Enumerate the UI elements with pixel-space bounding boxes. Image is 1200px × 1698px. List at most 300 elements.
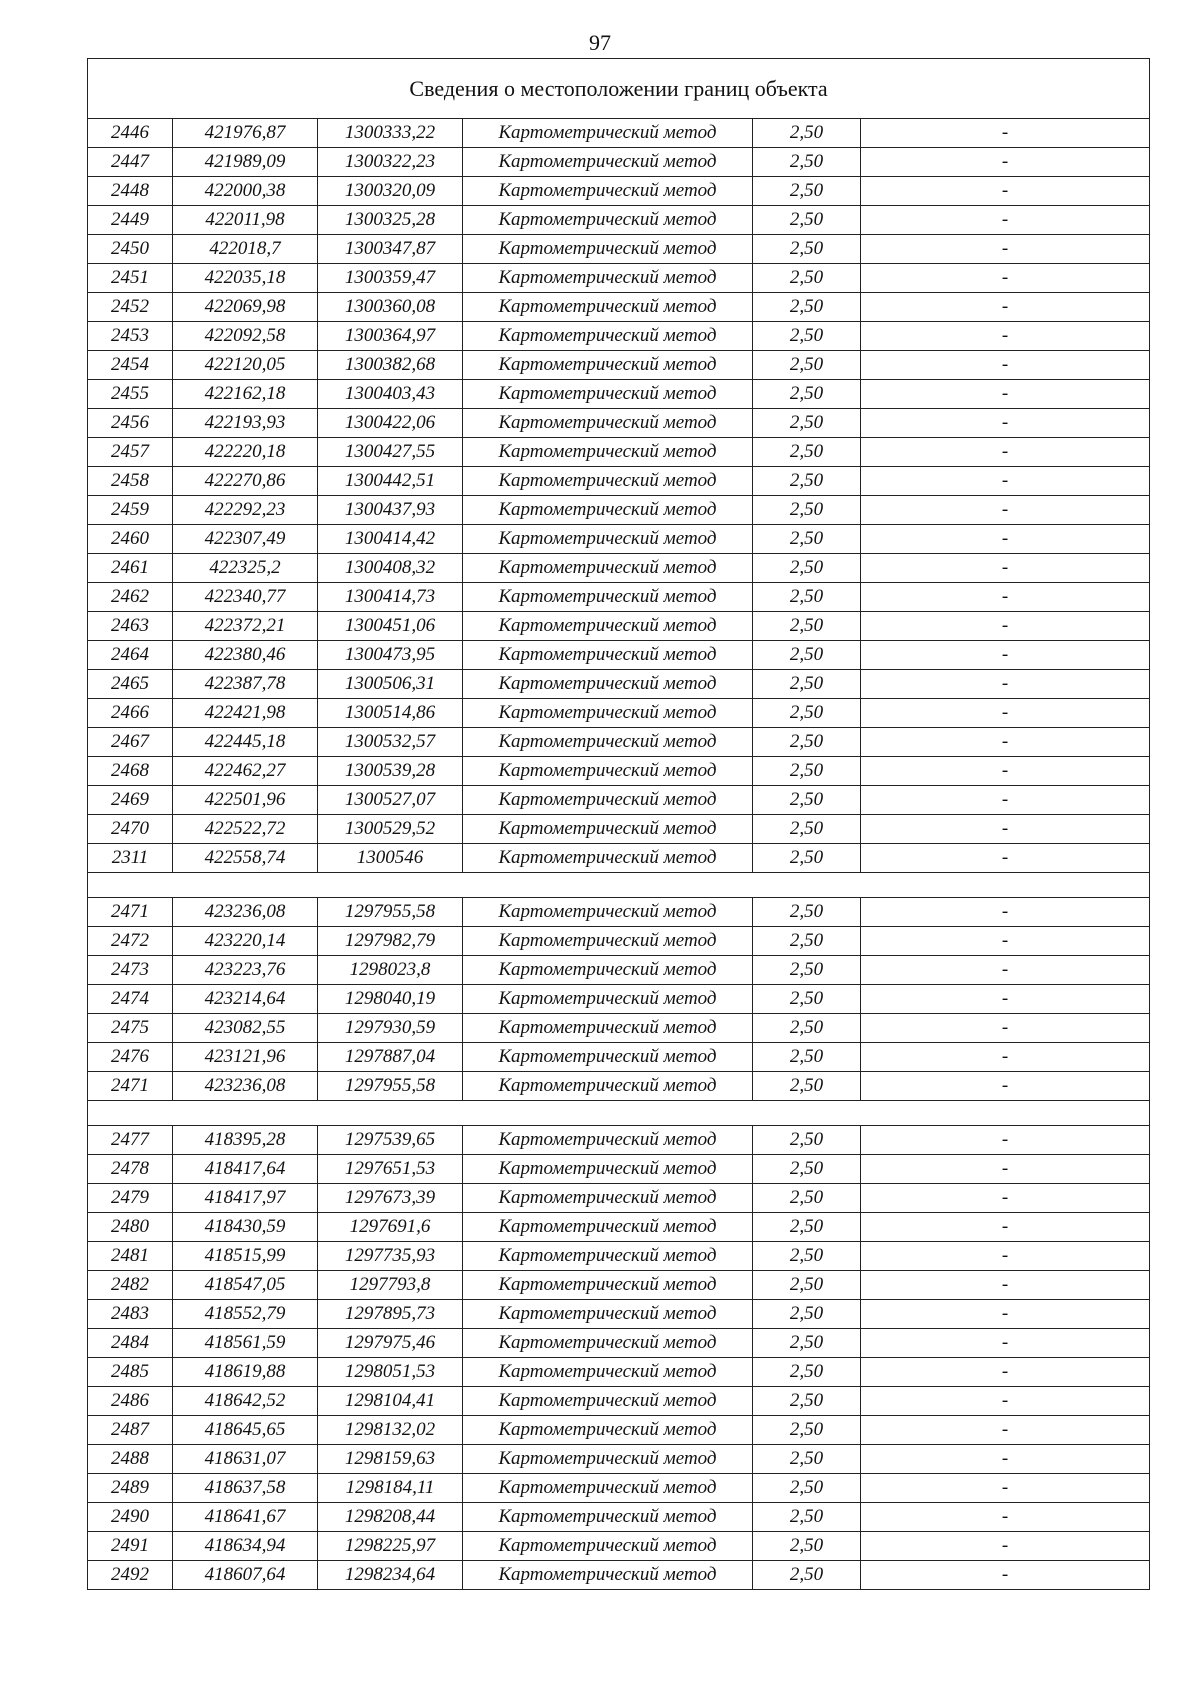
description-cell: -: [861, 1155, 1150, 1184]
x-coordinate-cell: 418547,05: [173, 1271, 318, 1300]
description-cell: -: [861, 1184, 1150, 1213]
point-number-cell: 2459: [88, 496, 173, 525]
y-coordinate-cell: 1300451,06: [318, 612, 463, 641]
description-cell: -: [861, 496, 1150, 525]
point-number-cell: 2489: [88, 1474, 173, 1503]
description-cell: -: [861, 438, 1150, 467]
description-cell: -: [861, 148, 1150, 177]
table-row: [88, 1358, 1150, 1387]
point-number-cell: 2463: [88, 612, 173, 641]
method-cell: Картометрический метод: [463, 1416, 753, 1445]
method-cell: Картометрический метод: [463, 1213, 753, 1242]
accuracy-cell: 2,50: [753, 641, 861, 670]
point-number-cell: 2492: [88, 1561, 173, 1590]
table-row: [88, 1072, 1150, 1101]
y-coordinate-cell: 1297651,53: [318, 1155, 463, 1184]
method-cell: Картометрический метод: [463, 1503, 753, 1532]
y-coordinate-cell: 1300364,97: [318, 322, 463, 351]
contour-separator-row: [88, 873, 1150, 898]
point-number-cell: 2467: [88, 728, 173, 757]
accuracy-cell: 2,50: [753, 815, 861, 844]
table-row: [88, 467, 1150, 496]
table-row: [88, 206, 1150, 235]
table-row: [88, 322, 1150, 351]
point-number-cell: 2482: [88, 1271, 173, 1300]
method-cell: Картометрический метод: [463, 728, 753, 757]
y-coordinate-cell: 1300414,42: [318, 525, 463, 554]
x-coordinate-cell: 423223,76: [173, 956, 318, 985]
accuracy-cell: 2,50: [753, 956, 861, 985]
accuracy-cell: 2,50: [753, 1358, 861, 1387]
y-coordinate-cell: 1298023,8: [318, 956, 463, 985]
accuracy-cell: 2,50: [753, 1561, 861, 1590]
method-cell: Картометрический метод: [463, 1126, 753, 1155]
method-cell: Картометрический метод: [463, 554, 753, 583]
x-coordinate-cell: 422462,27: [173, 757, 318, 786]
table-row: [88, 612, 1150, 641]
x-coordinate-cell: 422035,18: [173, 264, 318, 293]
table-row: [88, 1271, 1150, 1300]
y-coordinate-cell: 1298234,64: [318, 1561, 463, 1590]
method-cell: Картометрический метод: [463, 1014, 753, 1043]
method-cell: Картометрический метод: [463, 1242, 753, 1271]
y-coordinate-cell: 1300333,22: [318, 119, 463, 148]
point-number-cell: 2464: [88, 641, 173, 670]
description-cell: -: [861, 1126, 1150, 1155]
y-coordinate-cell: 1300382,68: [318, 351, 463, 380]
y-coordinate-cell: 1300360,08: [318, 293, 463, 322]
y-coordinate-cell: 1300473,95: [318, 641, 463, 670]
x-coordinate-cell: 422018,7: [173, 235, 318, 264]
point-number-cell: 2471: [88, 898, 173, 927]
point-number-cell: 2468: [88, 757, 173, 786]
point-number-cell: 2460: [88, 525, 173, 554]
table-row: [88, 1561, 1150, 1590]
table-row: [88, 1532, 1150, 1561]
table-row: [88, 235, 1150, 264]
y-coordinate-cell: 1300347,87: [318, 235, 463, 264]
point-number-cell: 2491: [88, 1532, 173, 1561]
description-cell: -: [861, 293, 1150, 322]
description-cell: -: [861, 927, 1150, 956]
accuracy-cell: 2,50: [753, 1271, 861, 1300]
y-coordinate-cell: 1298104,41: [318, 1387, 463, 1416]
method-cell: Картометрический метод: [463, 264, 753, 293]
accuracy-cell: 2,50: [753, 1072, 861, 1101]
description-cell: -: [861, 409, 1150, 438]
y-coordinate-cell: 1300546: [318, 844, 463, 873]
table-row: [88, 757, 1150, 786]
y-coordinate-cell: 1297691,6: [318, 1213, 463, 1242]
table-title: Сведения о местоположении границ объекта: [88, 59, 1150, 119]
accuracy-cell: 2,50: [753, 786, 861, 815]
x-coordinate-cell: 422092,58: [173, 322, 318, 351]
method-cell: Картометрический метод: [463, 206, 753, 235]
accuracy-cell: 2,50: [753, 177, 861, 206]
y-coordinate-cell: 1300539,28: [318, 757, 463, 786]
accuracy-cell: 2,50: [753, 844, 861, 873]
description-cell: -: [861, 1358, 1150, 1387]
x-coordinate-cell: 423236,08: [173, 1072, 318, 1101]
method-cell: Картометрический метод: [463, 525, 753, 554]
y-coordinate-cell: 1298208,44: [318, 1503, 463, 1532]
table-row: [88, 438, 1150, 467]
table-row: [88, 927, 1150, 956]
method-cell: Картометрический метод: [463, 380, 753, 409]
method-cell: Картометрический метод: [463, 496, 753, 525]
y-coordinate-cell: 1297955,58: [318, 898, 463, 927]
point-number-cell: 2477: [88, 1126, 173, 1155]
table-row: [88, 1329, 1150, 1358]
description-cell: -: [861, 119, 1150, 148]
y-coordinate-cell: 1297735,93: [318, 1242, 463, 1271]
method-cell: Картометрический метод: [463, 1271, 753, 1300]
accuracy-cell: 2,50: [753, 264, 861, 293]
description-cell: -: [861, 898, 1150, 927]
x-coordinate-cell: 418607,64: [173, 1561, 318, 1590]
method-cell: Картометрический метод: [463, 844, 753, 873]
contour-separator-cell: [88, 1101, 1150, 1126]
description-cell: -: [861, 1503, 1150, 1532]
method-cell: Картометрический метод: [463, 1043, 753, 1072]
table-row: [88, 1474, 1150, 1503]
x-coordinate-cell: 422120,05: [173, 351, 318, 380]
y-coordinate-cell: 1300320,09: [318, 177, 463, 206]
point-number-cell: 2471: [88, 1072, 173, 1101]
method-cell: Картометрический метод: [463, 757, 753, 786]
accuracy-cell: 2,50: [753, 438, 861, 467]
x-coordinate-cell: 423082,55: [173, 1014, 318, 1043]
point-number-cell: 2480: [88, 1213, 173, 1242]
table-row: [88, 1043, 1150, 1072]
x-coordinate-cell: 418637,58: [173, 1474, 318, 1503]
description-cell: -: [861, 1213, 1150, 1242]
description-cell: -: [861, 351, 1150, 380]
page-number: 97: [589, 30, 611, 55]
x-coordinate-cell: 418634,94: [173, 1532, 318, 1561]
y-coordinate-cell: 1300529,52: [318, 815, 463, 844]
y-coordinate-cell: 1297887,04: [318, 1043, 463, 1072]
y-coordinate-cell: 1297673,39: [318, 1184, 463, 1213]
y-coordinate-cell: 1298132,02: [318, 1416, 463, 1445]
x-coordinate-cell: 422193,93: [173, 409, 318, 438]
accuracy-cell: 2,50: [753, 699, 861, 728]
accuracy-cell: 2,50: [753, 322, 861, 351]
x-coordinate-cell: 418645,65: [173, 1416, 318, 1445]
table-row: [88, 1184, 1150, 1213]
x-coordinate-cell: 421989,09: [173, 148, 318, 177]
x-coordinate-cell: 422069,98: [173, 293, 318, 322]
table-row: [88, 1416, 1150, 1445]
description-cell: -: [861, 380, 1150, 409]
accuracy-cell: 2,50: [753, 728, 861, 757]
point-number-cell: 2458: [88, 467, 173, 496]
accuracy-cell: 2,50: [753, 1184, 861, 1213]
x-coordinate-cell: 418619,88: [173, 1358, 318, 1387]
point-number-cell: 2487: [88, 1416, 173, 1445]
x-coordinate-cell: 422011,98: [173, 206, 318, 235]
x-coordinate-cell: 422522,72: [173, 815, 318, 844]
table-row: [88, 583, 1150, 612]
method-cell: Картометрический метод: [463, 351, 753, 380]
accuracy-cell: 2,50: [753, 235, 861, 264]
x-coordinate-cell: 418642,52: [173, 1387, 318, 1416]
point-number-cell: 2479: [88, 1184, 173, 1213]
method-cell: Картометрический метод: [463, 119, 753, 148]
description-cell: -: [861, 1271, 1150, 1300]
x-coordinate-cell: 422421,98: [173, 699, 318, 728]
description-cell: -: [861, 1445, 1150, 1474]
point-number-cell: 2481: [88, 1242, 173, 1271]
accuracy-cell: 2,50: [753, 1503, 861, 1532]
y-coordinate-cell: 1297793,8: [318, 1271, 463, 1300]
accuracy-cell: 2,50: [753, 1474, 861, 1503]
table-row: [88, 1300, 1150, 1329]
x-coordinate-cell: 418552,79: [173, 1300, 318, 1329]
method-cell: Картометрический метод: [463, 1474, 753, 1503]
method-cell: Картометрический метод: [463, 1155, 753, 1184]
method-cell: Картометрический метод: [463, 1532, 753, 1561]
y-coordinate-cell: 1300359,47: [318, 264, 463, 293]
table-body: [88, 59, 1150, 1590]
accuracy-cell: 2,50: [753, 293, 861, 322]
point-number-cell: 2470: [88, 815, 173, 844]
point-number-cell: 2454: [88, 351, 173, 380]
point-number-cell: 2447: [88, 148, 173, 177]
description-cell: -: [861, 1300, 1150, 1329]
table-row: [88, 815, 1150, 844]
description-cell: -: [861, 177, 1150, 206]
accuracy-cell: 2,50: [753, 351, 861, 380]
point-number-cell: 2484: [88, 1329, 173, 1358]
description-cell: -: [861, 1329, 1150, 1358]
y-coordinate-cell: 1298184,11: [318, 1474, 463, 1503]
y-coordinate-cell: 1300322,23: [318, 148, 463, 177]
description-cell: -: [861, 1043, 1150, 1072]
x-coordinate-cell: 423121,96: [173, 1043, 318, 1072]
y-coordinate-cell: 1297930,59: [318, 1014, 463, 1043]
point-number-cell: 2457: [88, 438, 173, 467]
y-coordinate-cell: 1297982,79: [318, 927, 463, 956]
description-cell: -: [861, 264, 1150, 293]
method-cell: Картометрический метод: [463, 148, 753, 177]
contour-separator-row: [88, 1101, 1150, 1126]
x-coordinate-cell: 418641,67: [173, 1503, 318, 1532]
table-row: [88, 699, 1150, 728]
description-cell: -: [861, 525, 1150, 554]
method-cell: Картометрический метод: [463, 898, 753, 927]
description-cell: -: [861, 815, 1150, 844]
point-number-cell: 2490: [88, 1503, 173, 1532]
table-row: [88, 177, 1150, 206]
point-number-cell: 2461: [88, 554, 173, 583]
table-row: [88, 985, 1150, 1014]
accuracy-cell: 2,50: [753, 1416, 861, 1445]
x-coordinate-cell: 422000,38: [173, 177, 318, 206]
point-number-cell: 2473: [88, 956, 173, 985]
y-coordinate-cell: 1300442,51: [318, 467, 463, 496]
x-coordinate-cell: 422220,18: [173, 438, 318, 467]
description-cell: -: [861, 641, 1150, 670]
point-number-cell: 2483: [88, 1300, 173, 1329]
accuracy-cell: 2,50: [753, 1043, 861, 1072]
accuracy-cell: 2,50: [753, 1387, 861, 1416]
x-coordinate-cell: 422292,23: [173, 496, 318, 525]
table-row: [88, 1445, 1150, 1474]
point-number-cell: 2451: [88, 264, 173, 293]
description-cell: -: [861, 985, 1150, 1014]
table-row: [88, 1503, 1150, 1532]
point-number-cell: 2456: [88, 409, 173, 438]
table-row: [88, 380, 1150, 409]
description-cell: -: [861, 235, 1150, 264]
y-coordinate-cell: 1300408,32: [318, 554, 463, 583]
method-cell: Картометрический метод: [463, 1184, 753, 1213]
description-cell: -: [861, 956, 1150, 985]
point-number-cell: 2452: [88, 293, 173, 322]
table-row: [88, 525, 1150, 554]
point-number-cell: 2472: [88, 927, 173, 956]
description-cell: -: [861, 1416, 1150, 1445]
x-coordinate-cell: 418561,59: [173, 1329, 318, 1358]
table-row: [88, 409, 1150, 438]
y-coordinate-cell: 1300506,31: [318, 670, 463, 699]
point-number-cell: 2476: [88, 1043, 173, 1072]
title-row: [88, 59, 1150, 119]
y-coordinate-cell: 1300403,43: [318, 380, 463, 409]
y-coordinate-cell: 1300325,28: [318, 206, 463, 235]
accuracy-cell: 2,50: [753, 1329, 861, 1358]
table-row: [88, 1242, 1150, 1271]
y-coordinate-cell: 1300514,86: [318, 699, 463, 728]
x-coordinate-cell: 423220,14: [173, 927, 318, 956]
table-row: [88, 1155, 1150, 1184]
y-coordinate-cell: 1300427,55: [318, 438, 463, 467]
point-number-cell: 2466: [88, 699, 173, 728]
method-cell: Картометрический метод: [463, 177, 753, 206]
method-cell: Картометрический метод: [463, 1329, 753, 1358]
accuracy-cell: 2,50: [753, 148, 861, 177]
point-number-cell: 2453: [88, 322, 173, 351]
point-number-cell: 2488: [88, 1445, 173, 1474]
table-row: [88, 264, 1150, 293]
point-number-cell: 2478: [88, 1155, 173, 1184]
table-row: [88, 496, 1150, 525]
y-coordinate-cell: 1300437,93: [318, 496, 463, 525]
table-row: [88, 148, 1150, 177]
accuracy-cell: 2,50: [753, 1242, 861, 1271]
table-row: [88, 898, 1150, 927]
accuracy-cell: 2,50: [753, 612, 861, 641]
description-cell: -: [861, 467, 1150, 496]
table-row: [88, 670, 1150, 699]
accuracy-cell: 2,50: [753, 119, 861, 148]
point-number-cell: 2311: [88, 844, 173, 873]
y-coordinate-cell: 1298159,63: [318, 1445, 463, 1474]
table-row: [88, 956, 1150, 985]
point-number-cell: 2485: [88, 1358, 173, 1387]
x-coordinate-cell: 422270,86: [173, 467, 318, 496]
x-coordinate-cell: 421976,87: [173, 119, 318, 148]
point-number-cell: 2462: [88, 583, 173, 612]
accuracy-cell: 2,50: [753, 898, 861, 927]
y-coordinate-cell: 1300527,07: [318, 786, 463, 815]
description-cell: -: [861, 786, 1150, 815]
accuracy-cell: 2,50: [753, 757, 861, 786]
table-row: [88, 293, 1150, 322]
table-row: [88, 554, 1150, 583]
accuracy-cell: 2,50: [753, 1532, 861, 1561]
accuracy-cell: 2,50: [753, 496, 861, 525]
description-cell: -: [861, 1474, 1150, 1503]
accuracy-cell: 2,50: [753, 467, 861, 496]
method-cell: Картометрический метод: [463, 1300, 753, 1329]
boundary-table: [87, 58, 1150, 1590]
x-coordinate-cell: 422387,78: [173, 670, 318, 699]
description-cell: -: [861, 757, 1150, 786]
y-coordinate-cell: 1300422,06: [318, 409, 463, 438]
y-coordinate-cell: 1297975,46: [318, 1329, 463, 1358]
x-coordinate-cell: 418430,59: [173, 1213, 318, 1242]
accuracy-cell: 2,50: [753, 1155, 861, 1184]
point-number-cell: 2474: [88, 985, 173, 1014]
description-cell: -: [861, 554, 1150, 583]
method-cell: Картометрический метод: [463, 438, 753, 467]
table-row: [88, 351, 1150, 380]
point-number-cell: 2446: [88, 119, 173, 148]
accuracy-cell: 2,50: [753, 985, 861, 1014]
description-cell: -: [861, 206, 1150, 235]
description-cell: -: [861, 1532, 1150, 1561]
method-cell: Картометрический метод: [463, 1561, 753, 1590]
accuracy-cell: 2,50: [753, 1213, 861, 1242]
description-cell: -: [861, 1072, 1150, 1101]
x-coordinate-cell: 423214,64: [173, 985, 318, 1014]
y-coordinate-cell: 1297539,65: [318, 1126, 463, 1155]
method-cell: Картометрический метод: [463, 409, 753, 438]
point-number-cell: 2486: [88, 1387, 173, 1416]
table-row: [88, 1014, 1150, 1043]
table-row: [88, 119, 1150, 148]
description-cell: -: [861, 844, 1150, 873]
method-cell: Картометрический метод: [463, 235, 753, 264]
accuracy-cell: 2,50: [753, 409, 861, 438]
x-coordinate-cell: 422501,96: [173, 786, 318, 815]
description-cell: -: [861, 322, 1150, 351]
table-row: [88, 641, 1150, 670]
y-coordinate-cell: 1300414,73: [318, 583, 463, 612]
description-cell: -: [861, 1014, 1150, 1043]
accuracy-cell: 2,50: [753, 1014, 861, 1043]
contour-separator-cell: [88, 873, 1150, 898]
y-coordinate-cell: 1298040,19: [318, 985, 463, 1014]
accuracy-cell: 2,50: [753, 1126, 861, 1155]
table-row: [88, 1126, 1150, 1155]
x-coordinate-cell: 422162,18: [173, 380, 318, 409]
x-coordinate-cell: 422558,74: [173, 844, 318, 873]
x-coordinate-cell: 422307,49: [173, 525, 318, 554]
description-cell: -: [861, 612, 1150, 641]
method-cell: Картометрический метод: [463, 1445, 753, 1474]
accuracy-cell: 2,50: [753, 525, 861, 554]
x-coordinate-cell: 422380,46: [173, 641, 318, 670]
accuracy-cell: 2,50: [753, 1445, 861, 1474]
x-coordinate-cell: 422325,2: [173, 554, 318, 583]
accuracy-cell: 2,50: [753, 670, 861, 699]
x-coordinate-cell: 422372,21: [173, 612, 318, 641]
description-cell: -: [861, 699, 1150, 728]
method-cell: Картометрический метод: [463, 467, 753, 496]
